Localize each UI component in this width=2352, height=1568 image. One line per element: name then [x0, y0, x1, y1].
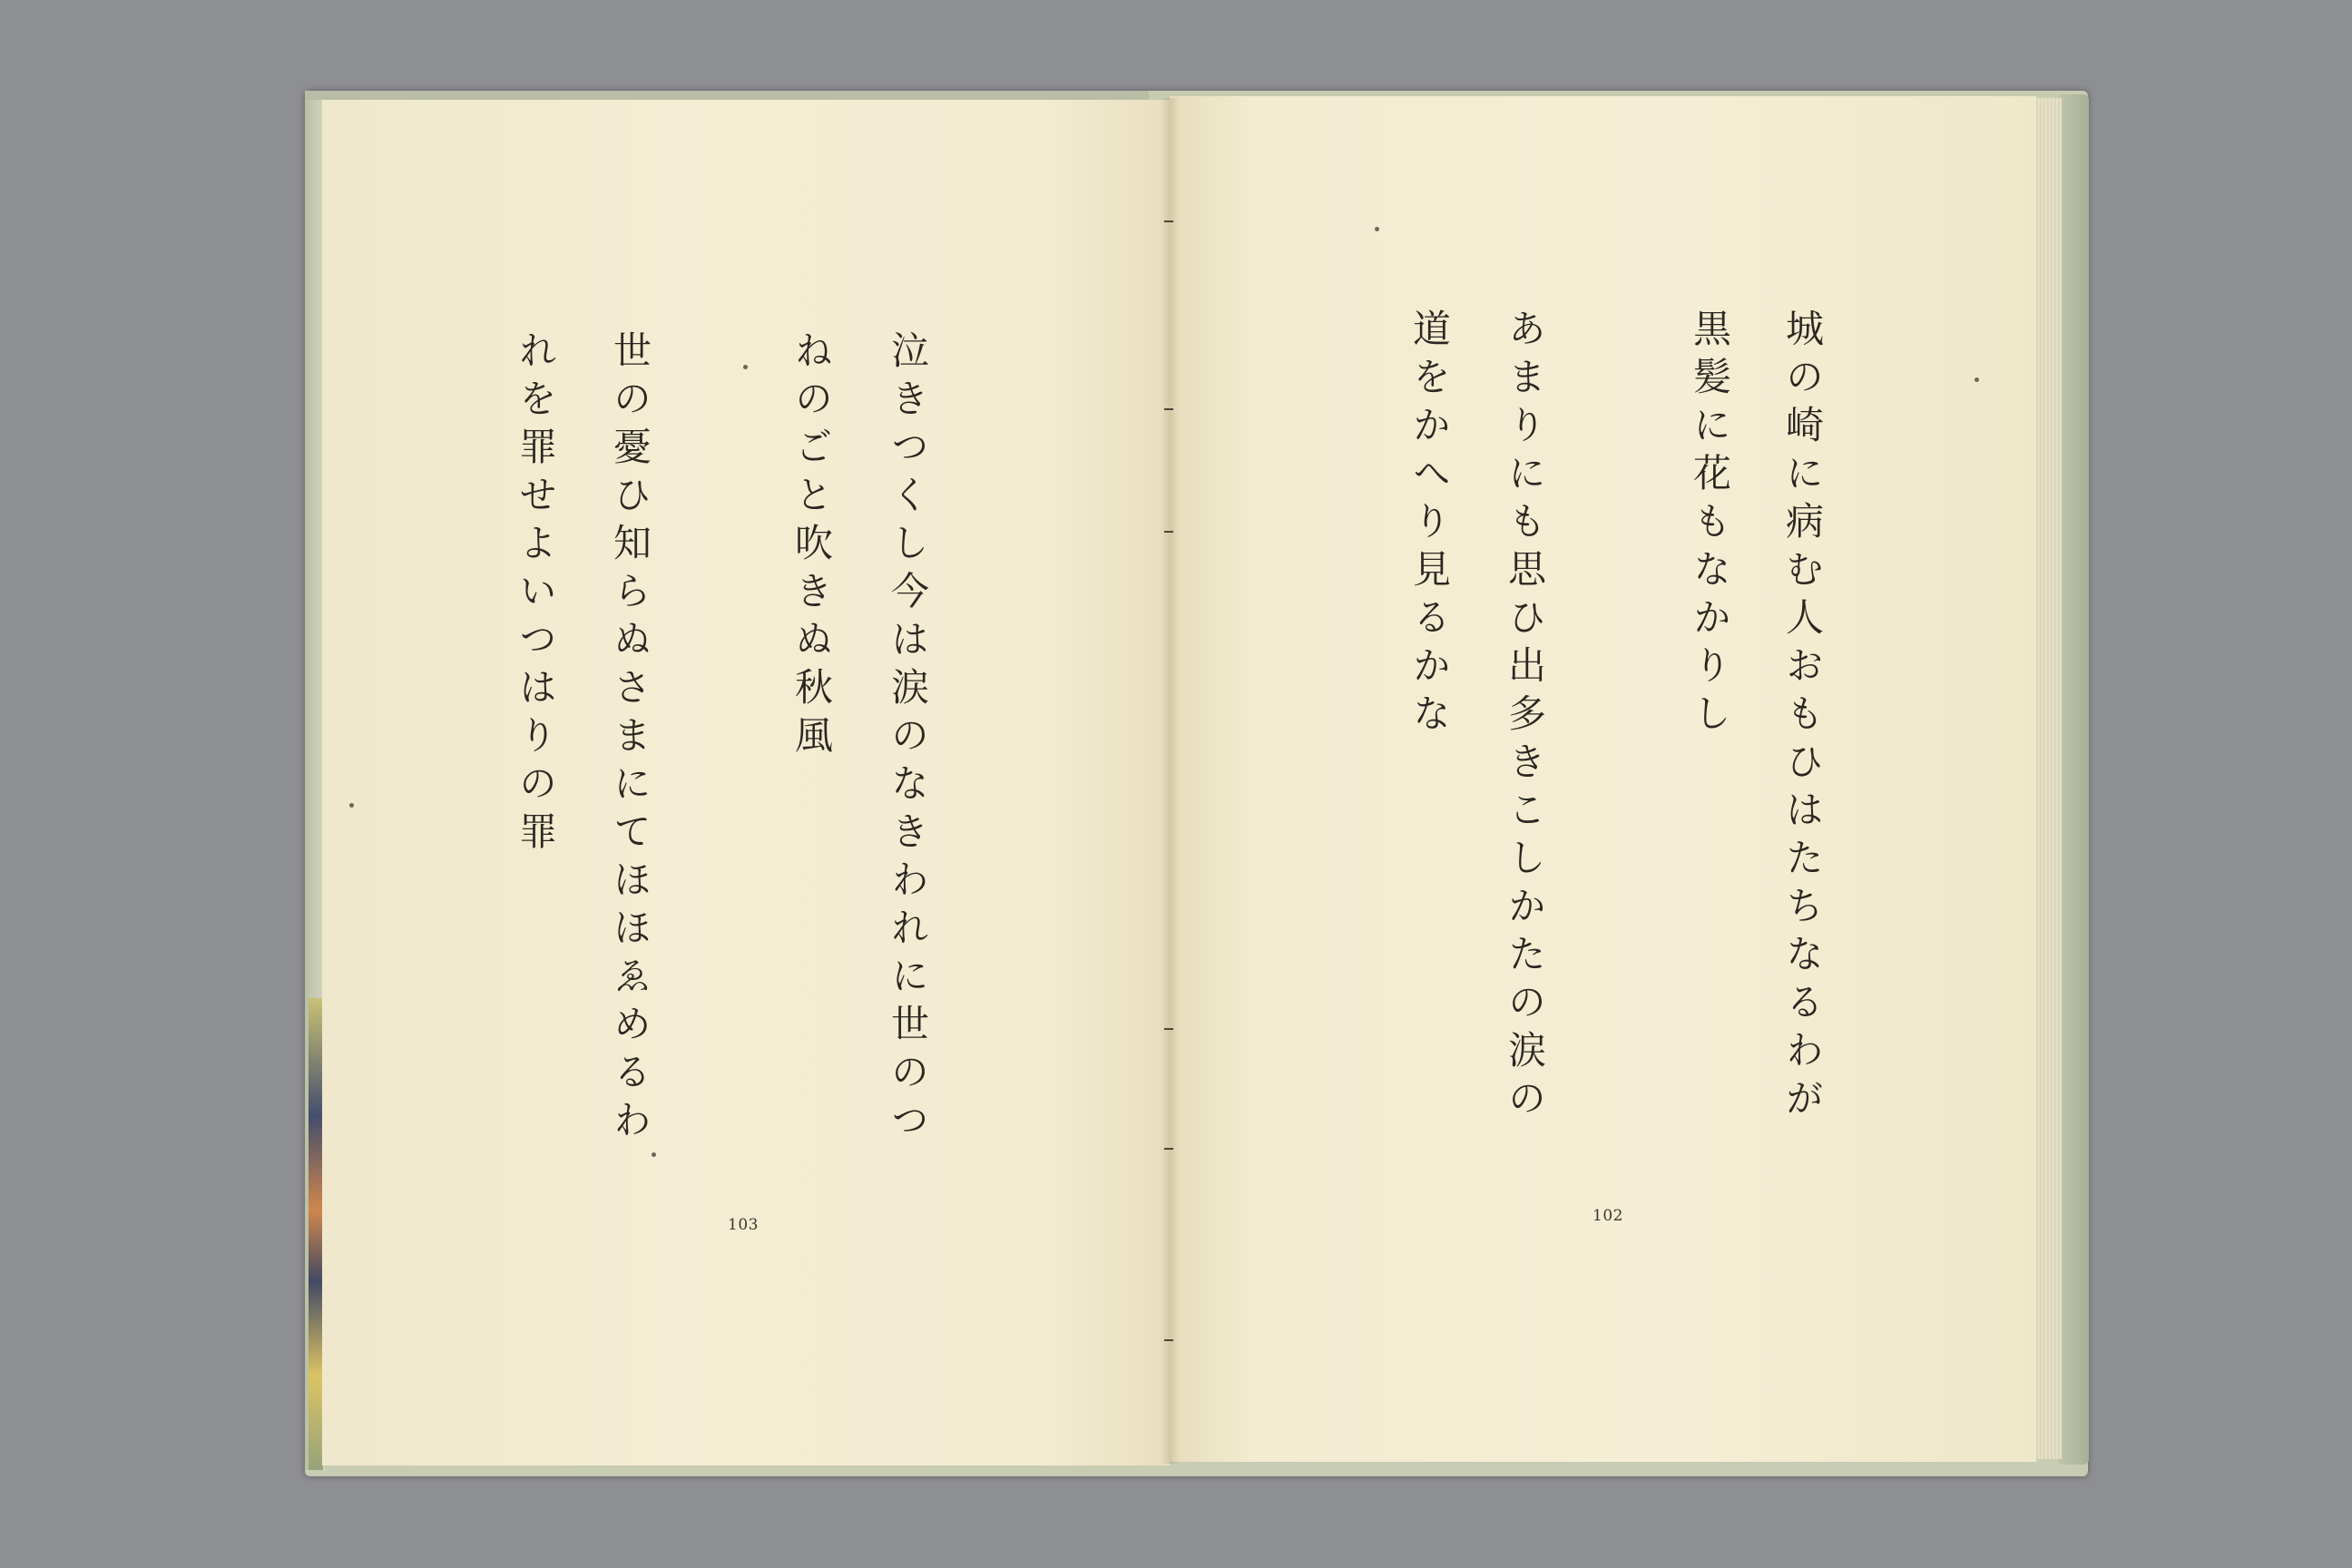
paper-speck — [1375, 227, 1379, 231]
right-cover-edge — [2058, 94, 2089, 1465]
paper-speck — [743, 365, 748, 369]
page-number: 102 — [1592, 1207, 1623, 1225]
paper-speck — [1975, 377, 1979, 382]
binding-stitch — [1164, 1028, 1173, 1030]
poem-line: 世の憂ひ知らぬさまにてほほゑめるわ — [608, 330, 652, 1148]
poem-line: れを罪せよいつはりの罪 — [514, 330, 558, 859]
binding-stitch — [1164, 408, 1173, 410]
poem-line: 道をかへり見るかな — [1407, 309, 1452, 741]
book-gutter — [1160, 98, 1180, 1464]
binding-stitch — [1164, 531, 1173, 533]
cover-pattern — [309, 998, 323, 1470]
right-page — [1170, 96, 2036, 1462]
poem-line: 泣きつくし今は涙のなきわれに世のつ — [886, 330, 930, 1148]
poem-line: 黒髪に花もなかりし — [1688, 309, 1732, 741]
poem-line: あまりにも思ひ出多きこしかたの涙の — [1503, 309, 1547, 1126]
poem-line: ねのごと吹きぬ秋風 — [789, 330, 834, 763]
paper-speck — [652, 1152, 656, 1157]
binding-stitch — [1164, 1148, 1173, 1150]
paper-speck — [349, 803, 354, 808]
binding-stitch — [1164, 220, 1173, 222]
binding-stitch — [1164, 1339, 1173, 1341]
page-number: 103 — [728, 1216, 759, 1234]
left-page — [322, 100, 1170, 1465]
poem-line: 城の崎に病む人おもひはたちなるわが — [1780, 309, 1825, 1126]
